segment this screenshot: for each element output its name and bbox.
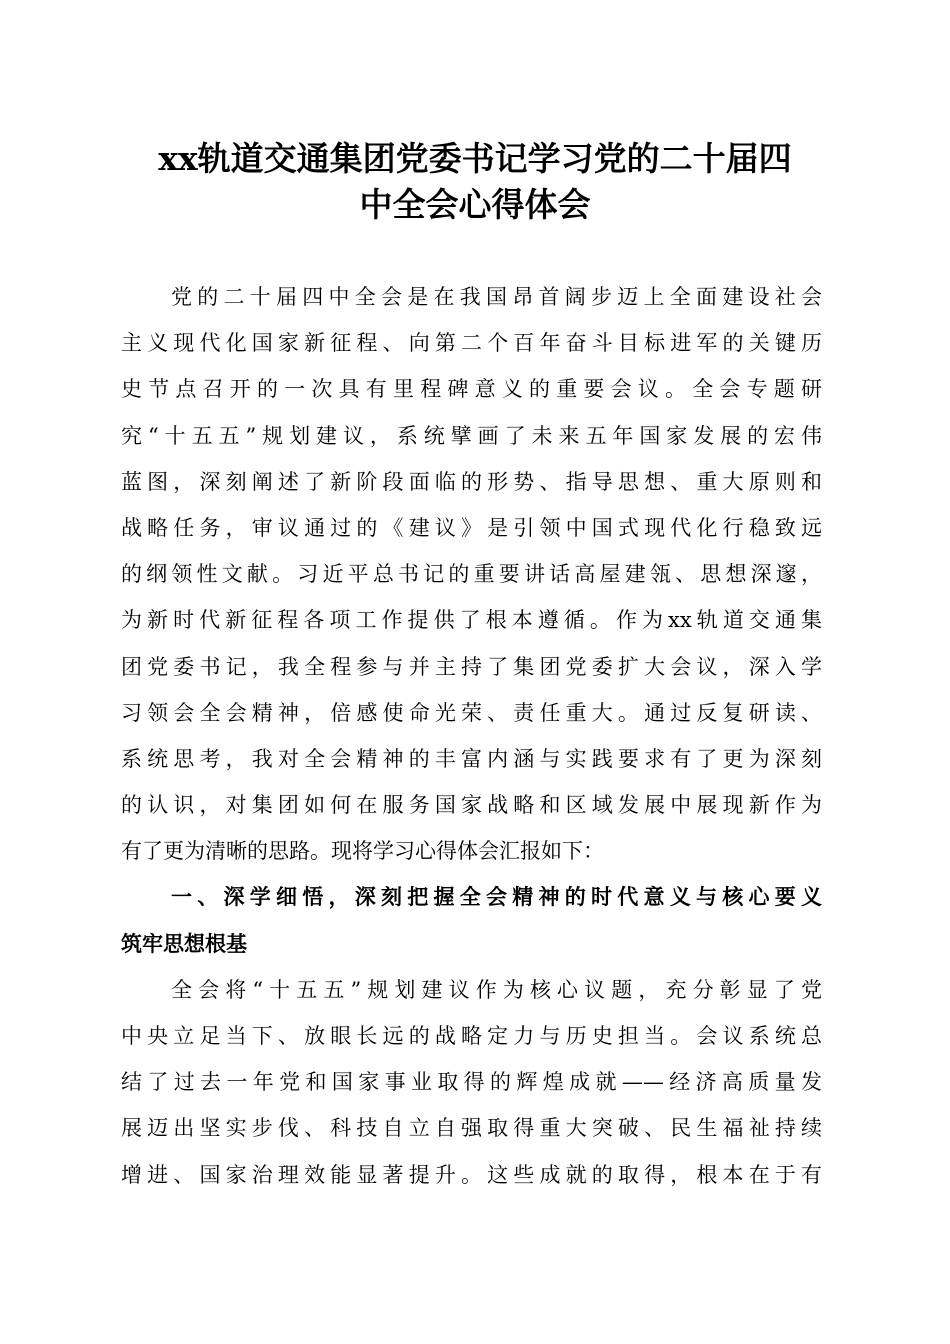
paragraph [121, 274, 822, 874]
text-line: 结了过去一年党和国家事业取得的辉煌成就——经济高质量发 [121, 1070, 822, 1095]
text-line: 习领会全会精神，倍感使命光荣、责任重大。通过反复研读、 [121, 700, 822, 725]
title-line: xx轨道交通集团党委书记学习党的二十届四 [158, 139, 792, 178]
text-line: 究“十五五”规划建议，系统擘画了未来五年国家发展的宏伟 [121, 423, 822, 448]
text-line: 为新时代新征程各项工作提供了根本遵循。作为xx轨道交通集 [121, 608, 822, 633]
text-line: 党的二十届四中全会是在我国昂首阔步迈上全面建设社会 [171, 285, 822, 309]
text-line: 蓝图，深刻阐述了新阶段面临的形势、指导思想、重大原则和 [121, 469, 822, 494]
paragraph [121, 967, 822, 1198]
text-line: 增进、国家治理效能显著提升。这些成就的取得，根本在于有 [121, 1162, 822, 1187]
text-line: 有了更为清晰的思路。现将学习心得体会汇报如下： [121, 839, 604, 864]
text-line: 中央立足当下、放眼长远的战略定力与历史担当。会议系统总 [121, 1024, 822, 1048]
title-line: 中全会心得体会 [359, 185, 591, 224]
document-body [121, 274, 822, 1198]
text-line: 团党委书记，我全程参与并主持了集团党委扩大会议，深入学 [121, 654, 822, 679]
text-line: 一、深学细悟，深刻把握全会精神的时代意义与核心要义 [171, 885, 822, 910]
text-line: 展迈出坚实步伐、科技自立自强取得重大突破、民生福祉持续 [121, 1116, 822, 1141]
text-line: 筑牢思想根基 [121, 931, 247, 956]
text-line: 战略任务，审议通过的《建议》是引领中国式现代化行稳致远 [121, 515, 822, 540]
text-line: 史节点召开的一次具有里程碑意义的重要会议。全会专题研 [121, 377, 822, 402]
text-line: 系统思考，我对全会精神的丰富内涵与实践要求有了更为深刻 [121, 746, 822, 771]
section-heading [121, 874, 822, 966]
document-title [100, 136, 850, 228]
text-line: 主义现代化国家新征程、向第二个百年奋斗目标进军的关键历 [121, 331, 822, 356]
text-line: 的纲领性文献。习近平总书记的重要讲话高屋建瓴、思想深邃， [121, 562, 822, 587]
text-line: 全会将“十五五”规划建议作为核心议题，充分彰显了党 [171, 977, 822, 1002]
text-line: 的认识，对集团如何在服务国家战略和区域发展中展现新作为 [121, 793, 822, 818]
